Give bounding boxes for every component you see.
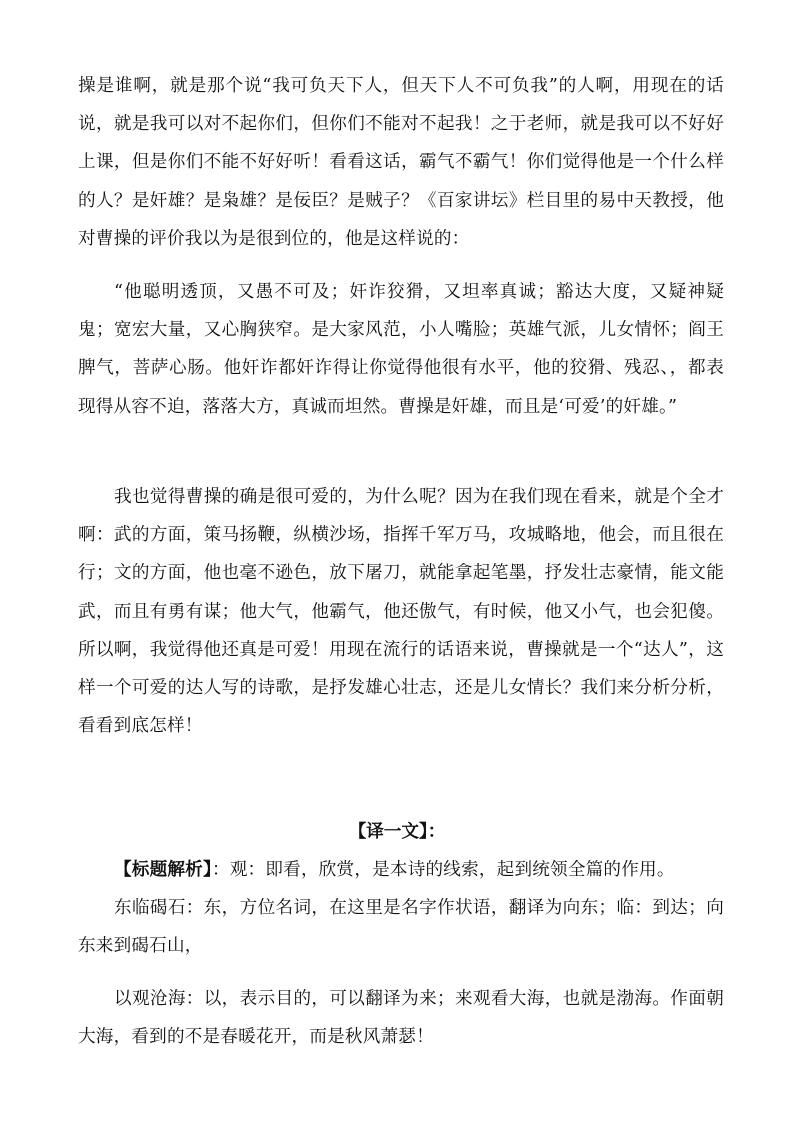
paragraph-lovable-talent: 我也觉得曹操的确是很可爱的，为什么呢？因为在我们现在看来，就是个全才啊：武的方面，策马扬鞭，纵横沙场，指挥千军万马，攻城略地，他会，而且很在行；文的方面，他也毫不逊色，放下屠刀，就能拿起笔墨，抒发壮志豪情，能文能武，而且有勇有谋；他大气，他霸气，他还傲气，有时候，他又小气，也会犯傻。所以啊，我觉得他还真是可爱！用现在流行的话语来说，曹操就是一个“达人”，这样一个可爱的达人写的诗歌，是抒发雄心壮志，还是儿女情长？我们来分析分析，看看到底怎样！ <box>78 487 724 737</box>
paragraph-cao-cao-intro: 操是谁啊，就是那个说“我可负天下人，但天下人不可负我”的人啊，用现在的话说，就是我可以对不起你们，但你们不能对不起我！之于老师，就是我可以不好好上课，但是你们不能不好好听！看看这话，霸气不霸气！你们觉得他是一个什么样的人？是奸雄？是枭雄？是佞臣？是贼子？《百家讲坛》栏目里的易中天教授，他对曹操的评价我以为是很到位的，他是这样说的： <box>78 76 724 249</box>
paragraph-dong-lin-jieshi: 东临碣石：东，方位名词，在这里是名字作状语，翻译为向东；临：到达；向东来到碣石山， <box>78 898 724 957</box>
translation-heading: 【译一文】： <box>348 821 446 842</box>
title-analysis-label: 【标题解析】 <box>114 859 212 880</box>
title-analysis-text: ：观：即看，欣赏，是本诗的线索，起到统领全篇的作用。 <box>211 860 675 880</box>
paragraph-yi-guan-canghai: 以观沧海：以，表示目的，可以翻译为来；来观看大海，也就是渤海。作面朝大海，看到的不是春暖花开，而是秋风萧瑟！ <box>78 989 724 1048</box>
paragraph-yi-zhongtian-quote: “他聪明透顶，又愚不可及；奸诈狡猾，又坦率真诚；豁达大度，又疑神疑鬼；宽宏大量，又心胸狭窄。是大家风范，小人嘴脸；英雄气派，儿女情怀；阎王脾气，菩萨心肠。他奸诈都奸诈得让你觉得他很有水平，他的狡猾、残忍、，都表现得从容不迫，落落大方，真诚而坦然。曹操是奸雄，而且是‘可爱’的奸雄。” <box>78 282 724 417</box>
paragraph-title-analysis <box>78 851 724 889</box>
